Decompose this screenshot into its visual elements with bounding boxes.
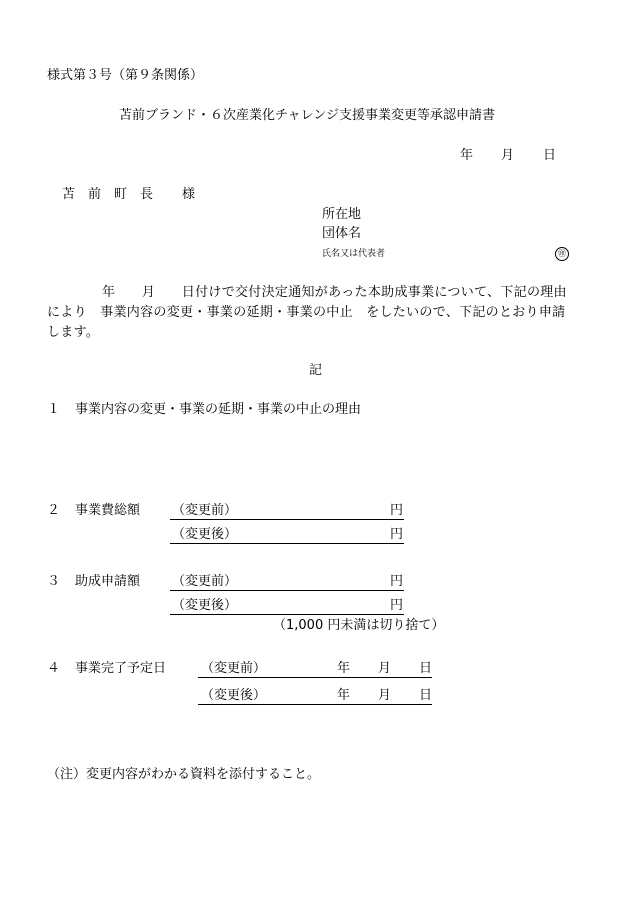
item-2-before-underline: [170, 519, 404, 520]
item-3-number: ３: [47, 574, 61, 589]
group-label: 団体名: [322, 226, 362, 241]
item-4-number: ４: [47, 661, 61, 676]
item-1-label: 事業内容の変更・事業の延期・事業の中止の理由: [75, 402, 362, 417]
item-1-number: １: [47, 402, 61, 417]
item-2-after-underline: [170, 543, 404, 544]
item-2-after-label: （変更後）: [172, 527, 238, 542]
item-4-before-month: 月: [378, 661, 392, 676]
item-3-after-label: （変更後）: [172, 598, 238, 613]
item-4-label: 事業完了予定日: [75, 661, 167, 676]
item-4-after-month: 月: [378, 688, 392, 703]
item-2-label: 事業費総額: [75, 503, 141, 518]
address-label: 所在地: [322, 207, 362, 222]
item-3-after-unit: 円: [390, 598, 404, 613]
item-4-after-year: 年: [337, 688, 351, 703]
ki-heading: 記: [309, 363, 323, 378]
representative-label: 氏名又は代表者: [322, 249, 386, 259]
item-4-after-day: 日: [419, 688, 433, 703]
item-3-before-label: （変更前）: [172, 574, 238, 589]
item-4-before-underline: [198, 677, 432, 678]
item-4-before-year: 年: [337, 661, 351, 676]
addressee-honorific: 様: [182, 187, 196, 202]
item-4-after-label: （変更後）: [201, 688, 267, 703]
item-2-number: ２: [47, 503, 61, 518]
item-4-after-underline: [198, 704, 432, 705]
body-line-3: します。: [47, 325, 100, 340]
item-2-before-unit: 円: [390, 503, 404, 518]
item-2-before-label: （変更前）: [172, 503, 238, 518]
attachment-note: （注）変更内容がわかる資料を添付すること。: [47, 767, 321, 782]
item-3-label: 助成申請額: [75, 574, 141, 589]
body-line-2: により 事業内容の変更・事業の延期・事業の中止 をしたいので、下記のとおり申請: [47, 305, 566, 320]
form-number: 様式第３号（第９条関係）: [47, 68, 204, 83]
body-line-1: 年 月 日付けで交付決定通知があった本助成事業について、下記の理由: [102, 285, 567, 300]
item-3-after-underline: [170, 614, 404, 615]
date-year: 年: [460, 148, 474, 163]
item-3-rounding-note: （1,000 円未満は切り捨て）: [273, 618, 445, 633]
item-2-after-unit: 円: [390, 527, 404, 542]
date-month: 月: [501, 148, 515, 163]
date-day: 日: [543, 148, 557, 163]
item-3-before-unit: 円: [390, 574, 404, 589]
seal-icon: ㊞: [555, 247, 569, 261]
item-4-before-label: （変更前）: [201, 661, 267, 676]
document-title: 苫前ブランド・６次産業化チャレンジ支援事業変更等承認申請書: [119, 108, 495, 123]
addressee-name: 苫 前 町 長: [62, 187, 154, 202]
item-3-before-underline: [170, 590, 404, 591]
item-4-before-day: 日: [419, 661, 433, 676]
